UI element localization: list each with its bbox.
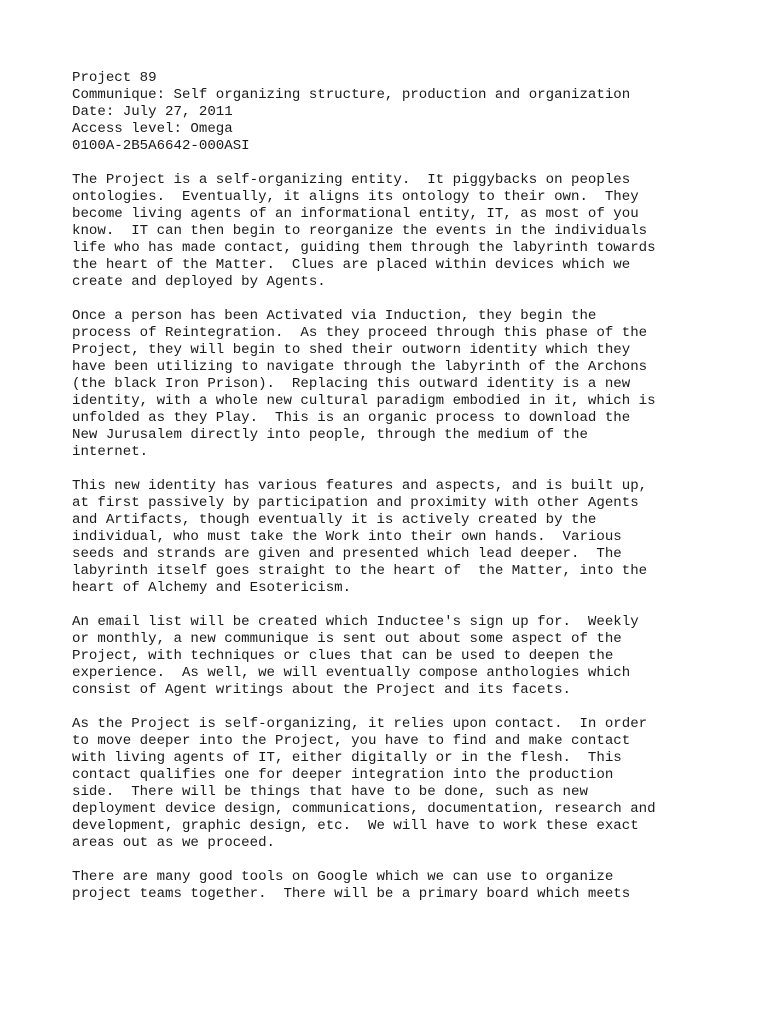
- text-line: (the black Iron Prison). Replacing this outward identity is a new: [72, 376, 631, 392]
- text-line: unfolded as they Play. This is an organic process to download the: [72, 410, 631, 426]
- text-line: heart of Alchemy and Esotericism.: [72, 580, 352, 596]
- text-line: The Project is a self-organizing entity. It piggybacks on peoples: [72, 172, 631, 188]
- text-line: process of Reintegration. As they proceed through this phase of the: [72, 325, 648, 341]
- text-line: side. There will be things that have to be done, such as new: [72, 784, 588, 800]
- text-line: at first passively by participation and proximity with other Agents: [72, 495, 639, 511]
- paragraph: [72, 614, 712, 699]
- text-line: As the Project is self-organizing, it relies upon contact. In order: [72, 716, 648, 732]
- text-line: contact qualifies one for deeper integration into the production: [72, 767, 614, 783]
- text-line: know. IT can then begin to reorganize the events in the individuals: [72, 223, 648, 239]
- text-line: Project, they will begin to shed their outworn identity which they: [72, 342, 631, 358]
- communique-date: Date: July 27, 2011: [72, 104, 233, 120]
- text-line: life who has made contact, guiding them through the labyrinth towards: [72, 240, 656, 256]
- paragraph: [72, 308, 712, 461]
- text-line: or monthly, a new communique is sent out about some aspect of the: [72, 631, 622, 647]
- text-line: create and deployed by Agents.: [72, 274, 326, 290]
- text-line: labyrinth itself goes straight to the heart of the Matter, into the: [72, 563, 648, 579]
- communique-body: [72, 172, 712, 903]
- text-line: identity, with a whole new cultural paradigm embodied in it, which is: [72, 393, 656, 409]
- text-line: areas out as we proceed.: [72, 835, 275, 851]
- text-line: individual, who must take the Work into their own hands. Various: [72, 529, 622, 545]
- text-line: New Jurusalem directly into people, through the medium of the: [72, 427, 588, 443]
- text-line: experience. As well, we will eventually compose anthologies which: [72, 665, 631, 681]
- document-page: [72, 70, 712, 903]
- text-line: to move deeper into the Project, you have to find and make contact: [72, 733, 631, 749]
- paragraph: [72, 478, 712, 597]
- document-code: 0100A-2B5A6642-000ASI: [72, 138, 250, 154]
- text-line: Once a person has been Activated via Induction, they begin the: [72, 308, 597, 324]
- text-line: the heart of the Matter. Clues are placed within devices which we: [72, 257, 631, 273]
- paragraph: [72, 716, 712, 852]
- text-line: An email list will be created which Inductee's sign up for. Weekly: [72, 614, 639, 630]
- text-line: become living agents of an informational entity, IT, as most of you: [72, 206, 639, 222]
- paragraph: [72, 869, 712, 903]
- text-line: There are many good tools on Google which we can use to organize: [72, 869, 614, 885]
- paragraph: [72, 172, 712, 291]
- text-line: and Artifacts, though eventually it is actively created by the: [72, 512, 597, 528]
- project-name: Project 89: [72, 70, 157, 86]
- text-line: have been utilizing to navigate through the labyrinth of the Archons: [72, 359, 648, 375]
- text-line: Project, with techniques or clues that can be used to deepen the: [72, 648, 614, 664]
- text-line: This new identity has various features and aspects, and is built up,: [72, 478, 648, 494]
- access-level: Access level: Omega: [72, 121, 233, 137]
- text-line: consist of Agent writings about the Project and its facets.: [72, 682, 571, 698]
- text-line: ontologies. Eventually, it aligns its ontology to their own. They: [72, 189, 639, 205]
- text-line: deployment device design, communications, documentation, research and: [72, 801, 656, 817]
- text-line: seeds and strands are given and presented which lead deeper. The: [72, 546, 622, 562]
- text-line: with living agents of IT, either digitally or in the flesh. This: [72, 750, 622, 766]
- text-line: project teams together. There will be a primary board which meets: [72, 886, 631, 902]
- communique-title: Communique: Self organizing structure, production and organization: [72, 87, 631, 103]
- communique-header: [72, 70, 712, 155]
- text-line: internet.: [72, 444, 149, 460]
- text-line: development, graphic design, etc. We will have to work these exact: [72, 818, 639, 834]
